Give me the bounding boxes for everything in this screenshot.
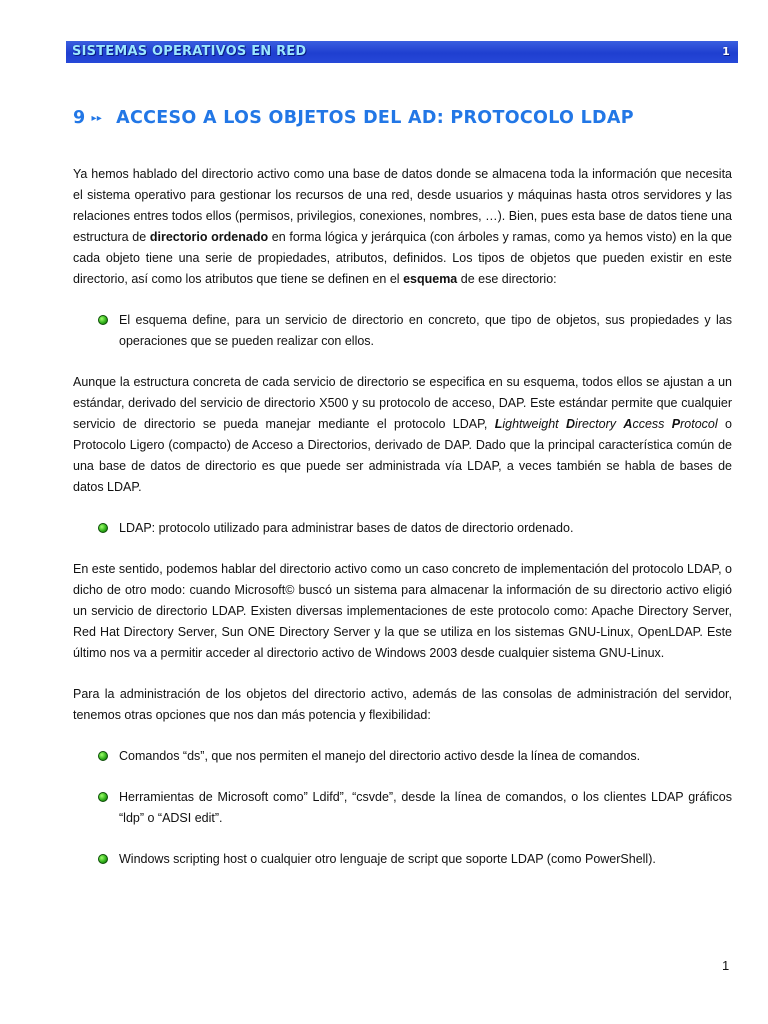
bullet-text: LDAP: protocolo utilizado para administrar bases de datos de directorio ordenado.: [119, 521, 574, 535]
text-run: en forma lógica y jerárquica (con árboles y ramas, como ya hemos visto) en la que cada objeto tiene una serie de propiedades, atributos, definidos. Los tipos de objetos que pueden existir en este directorio, así como los atributos que tiene se definen en el: [73, 230, 732, 286]
section-title: ACCESO A LOS OBJETOS DEL AD: PROTOCOLO LDAP: [116, 108, 634, 128]
text-run: o Protocolo Ligero (compacto) de Acceso a Directorios, derivado de DAP. Dado que la principal característica común de una base de datos de directorio es que puede ser administrada vía LDAP, a veces también se habla de bases de datos LDAP.: [73, 417, 732, 494]
section-heading: [73, 104, 733, 133]
italic-word: rotocol: [680, 417, 718, 431]
bold-letter: L: [494, 417, 503, 431]
text-run: de ese directorio:: [457, 272, 557, 286]
bullet-item: [73, 310, 732, 352]
green-bullet-icon: [98, 751, 108, 761]
bold-term: esquema: [403, 272, 458, 286]
green-bullet-icon: [98, 854, 108, 864]
bold-letter: A: [623, 417, 633, 431]
bold-term: directorio ordenado: [149, 230, 269, 244]
paragraph-standard: [73, 372, 732, 498]
double-arrow-icon: ▸▸: [91, 113, 103, 124]
bullet-item: [73, 518, 732, 539]
section-number: 9: [73, 108, 86, 128]
green-bullet-icon: [98, 315, 108, 325]
italic-word: ightweight: [502, 417, 567, 431]
text-run: Ya hemos hablado del directorio activo como una base de datos donde se almacena toda la información que necesita el sistema operativo para gestionar los recursos de una red, desde usuarios y máquinas hasta otros servidores y las relaciones entres todos ellos (permisos, privilegios, conexiones, nombres, …). Bien, pues esta base de datos tiene una estructura de: [73, 167, 732, 244]
text-run: [664, 417, 671, 431]
paragraph-intro: [73, 164, 732, 290]
paragraph-implementations: En este sentido, podemos hablar del directorio activo como un caso concreto de implementación del protocolo LDAP, o dicho de otro modo: cuando Microsoft© buscó un sistema para almacenar la información de su directorio activo eligió un servicio de directorio LDAP. Existen diversas implementaciones de este protocolo como: Apache Directory Server, Red Hat Directory Server, Sun ONE Directory Server y la que se utiliza en los sistemas GNU-Linux, OpenLDAP. Este último nos va a permitir acceder al directorio activo de Windows 2003 desde cualquier sistema GNU-Linux.: [73, 562, 732, 660]
page-number: 1: [722, 958, 730, 973]
bullet-text: Herramientas de Microsoft como” Ldifd”, “csvde”, desde la línea de comandos, o los clientes LDAP gráficos “ldp” o “ADSI edit”.: [119, 790, 732, 825]
banner-title: SISTEMAS OPERATIVOS EN RED: [72, 44, 307, 59]
bullet-item: [73, 849, 732, 870]
bullet-item: [73, 746, 732, 767]
green-bullet-icon: [98, 523, 108, 533]
italic-word: ccess: [632, 417, 665, 431]
bullet-text: Comandos “ds”, que nos permiten el manejo del directorio activo desde la línea de comandos.: [119, 749, 641, 763]
document-body: [73, 164, 732, 890]
header-banner: [66, 41, 738, 63]
bullet-text: El esquema define, para un servicio de directorio en concreto, que tipo de objetos, sus propiedades y las operaciones que se pueden realizar con ellos.: [119, 313, 732, 348]
bold-letter: D: [566, 417, 576, 431]
paragraph-administration: Para la administración de los objetos del directorio activo, además de las consolas de administración del servidor, tenemos otras opciones que nos dan más potencia y flexibilidad:: [73, 687, 732, 722]
italic-word: irectory: [575, 417, 624, 431]
bold-letter: P: [671, 417, 681, 431]
bullet-text: Windows scripting host o cualquier otro lenguaje de script que soporte LDAP (como PowerShell).: [119, 852, 656, 866]
green-bullet-icon: [98, 792, 108, 802]
text-run: Aunque la estructura concreta de cada servicio de directorio se especifica en su esquema, todos ellos se ajustan a un estándar, derivado del servicio de directorio X500 y su protocolo de acceso, DAP. Este estándar permite que cualquier servicio de directorio se pueda manejar mediante el protocolo LDAP,: [73, 375, 732, 431]
banner-page-number: 1: [722, 45, 730, 58]
bullet-item: [73, 787, 732, 829]
